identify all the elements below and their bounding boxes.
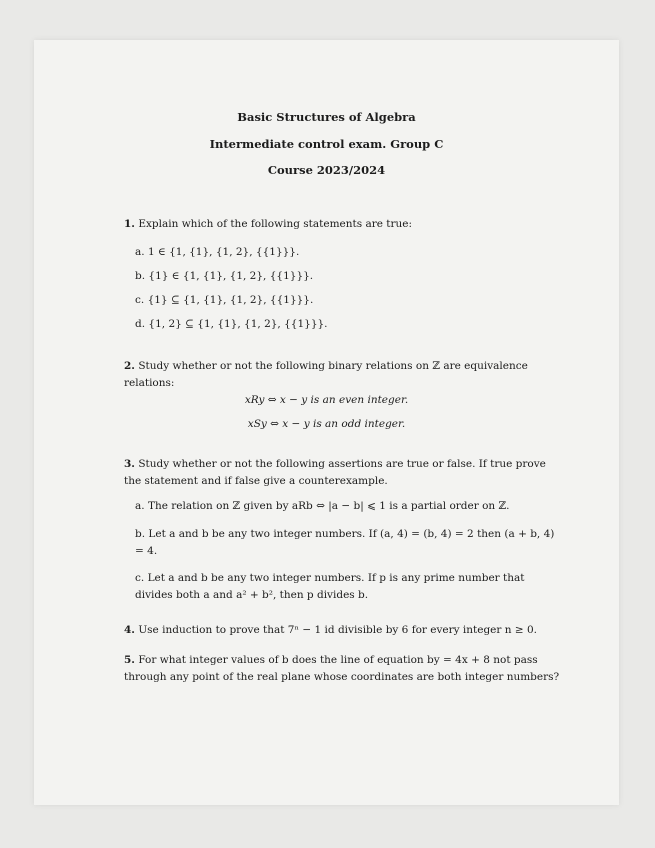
question-1-text: Explain which of the following statements are true: xyxy=(138,218,413,230)
item-label: b. xyxy=(135,270,146,282)
exam-subtitle: Intermediate control exam. Group C xyxy=(209,137,444,151)
item-label: d. xyxy=(135,318,146,330)
question-3-text: Study whether or not the following assertions are true or false. If true prove the statement and if false give a counterexample. xyxy=(124,458,546,487)
question-3-number: 3. xyxy=(124,458,135,470)
relation-r: xRy ⇔ x − y is an even integer. xyxy=(244,394,409,406)
question-5-text: For what integer values of b does the line of equation by = 4x + 8 not pass through any point of the real plane whose coordinates are both integer numbers? xyxy=(124,654,560,683)
item-text: Let a and b be any two integer numbers. If p is any prime number that divides both a and a² + b², then p divides b. xyxy=(135,572,525,601)
item-text: {1, 2} ⊆ {1, {1}, {1, 2}, {{1}}}. xyxy=(148,318,328,330)
item-label: a. xyxy=(135,246,145,258)
item-label: c. xyxy=(135,294,145,306)
question-1-item-c xyxy=(135,292,313,309)
item-label: a. xyxy=(135,500,145,512)
item-text: {1} ∈ {1, {1}, {1, 2}, {{1}}}. xyxy=(148,270,314,282)
item-label: c. xyxy=(135,572,145,584)
item-text: {1} ⊆ {1, {1}, {1, 2}, {{1}}}. xyxy=(147,294,314,306)
question-1-item-a xyxy=(135,244,299,261)
question-2-text: Study whether or not the following binary relations on ℤ are equivalence relations: xyxy=(124,360,528,389)
question-1-item-d xyxy=(135,316,328,333)
question-3-item-a xyxy=(135,498,555,515)
question-4-number: 4. xyxy=(124,624,135,636)
question-4 xyxy=(124,622,564,639)
question-2 xyxy=(124,358,564,392)
question-1-item-b xyxy=(135,268,313,285)
question-1-number: 1. xyxy=(124,218,135,230)
item-text: Let a and b be any two integer numbers. If (a, 4) = (b, 4) = 2 then (a + b, 4) = 4. xyxy=(135,528,555,557)
item-label: b. xyxy=(135,528,146,540)
question-4-text: Use induction to prove that 7ⁿ − 1 id divisible by 6 for every integer n ≥ 0. xyxy=(138,624,538,636)
item-text: The relation on ℤ given by aRb ⇔ |a − b| ⩽ 1 is a partial order on ℤ. xyxy=(147,500,510,512)
question-1 xyxy=(124,216,564,233)
item-text: 1 ∈ {1, {1}, {1, 2}, {{1}}}. xyxy=(147,246,300,258)
question-3-item-b xyxy=(135,526,555,560)
question-3-item-c xyxy=(135,570,555,604)
exam-title: Basic Structures of Algebra xyxy=(237,110,416,124)
question-3 xyxy=(124,456,564,490)
question-2-number: 2. xyxy=(124,360,135,372)
question-5 xyxy=(124,652,564,686)
exam-course: Course 2023/2024 xyxy=(267,163,386,177)
relation-s: xSy ⇔ x − y is an odd integer. xyxy=(247,418,406,430)
question-5-number: 5. xyxy=(124,654,135,666)
exam-page xyxy=(34,40,619,805)
